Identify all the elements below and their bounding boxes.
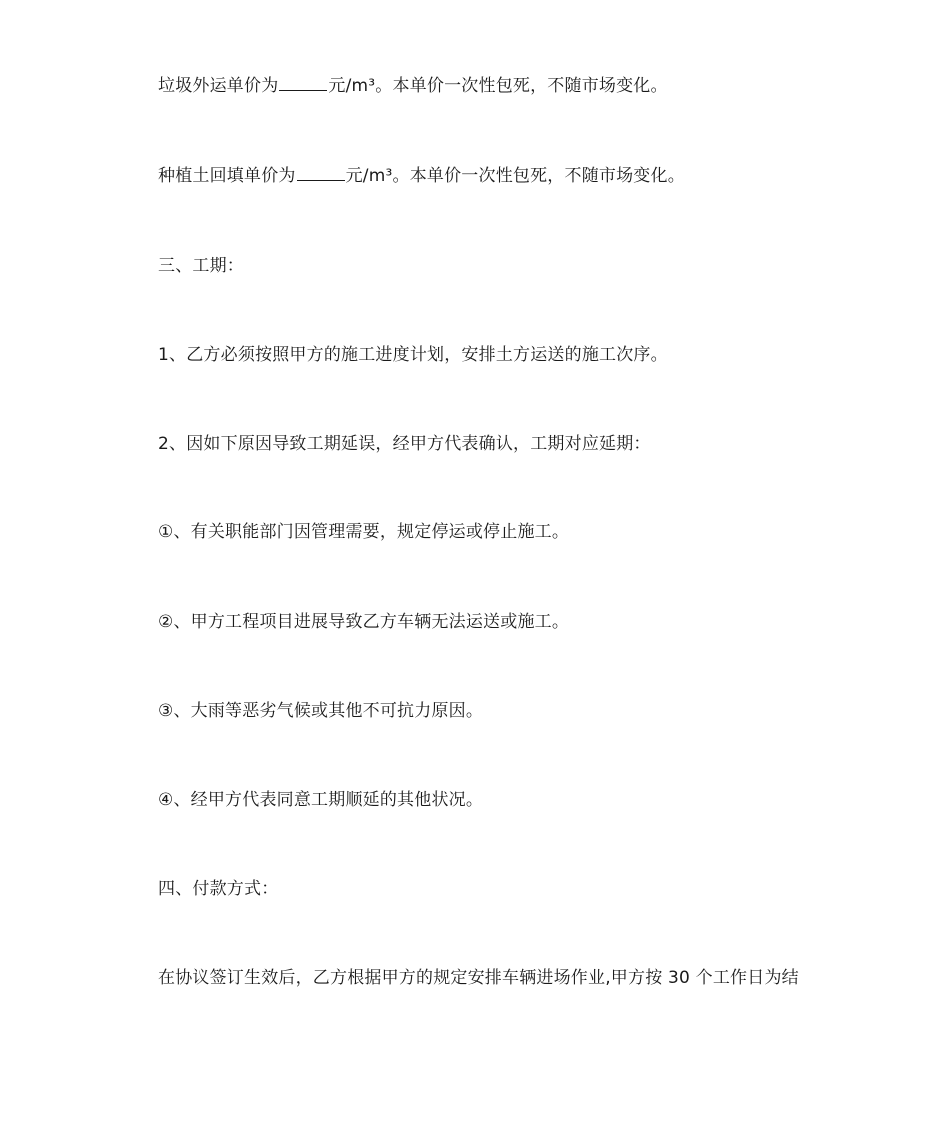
planting-soil-price-line [158,164,858,188]
line-text-pre: 种植土回填单价为 [158,166,296,186]
price-blank-field [279,74,327,91]
schedule-item-1: 1、乙方必须按照甲方的施工进度计划，安排土方运送的施工次序。 [158,345,668,365]
delay-reason-4: ④、经甲方代表同意工期顺延的其他状况。 [158,790,484,810]
section-heading-schedule: 三、工期： [158,256,244,276]
price-blank-field [297,164,345,181]
line-text-post: 元/m³。本单价一次性包死，不随市场变化。 [345,166,685,186]
payment-paragraph: 在协议签订生效后，乙方根据甲方的规定安排车辆进场作业,甲方按 30 个工作日为结 [158,968,799,988]
line-text-pre: 垃圾外运单价为 [158,76,279,96]
line-text-post: 元/m³。本单价一次性包死，不随市场变化。 [328,76,668,96]
section-heading-payment: 四、付款方式： [158,879,279,899]
delay-reason-1: ①、有关职能部门因管理需要，规定停运或停止施工。 [158,522,570,542]
delay-reason-2: ②、甲方工程项目进展导致乙方车辆无法运送或施工。 [158,612,570,632]
schedule-item-2: 2、因如下原因导致工期延误，经甲方代表确认，工期对应延期： [158,434,651,454]
garbage-transport-price-line [158,74,858,98]
delay-reason-3: ③、大雨等恶劣气候或其他不可抗力原因。 [158,701,484,721]
